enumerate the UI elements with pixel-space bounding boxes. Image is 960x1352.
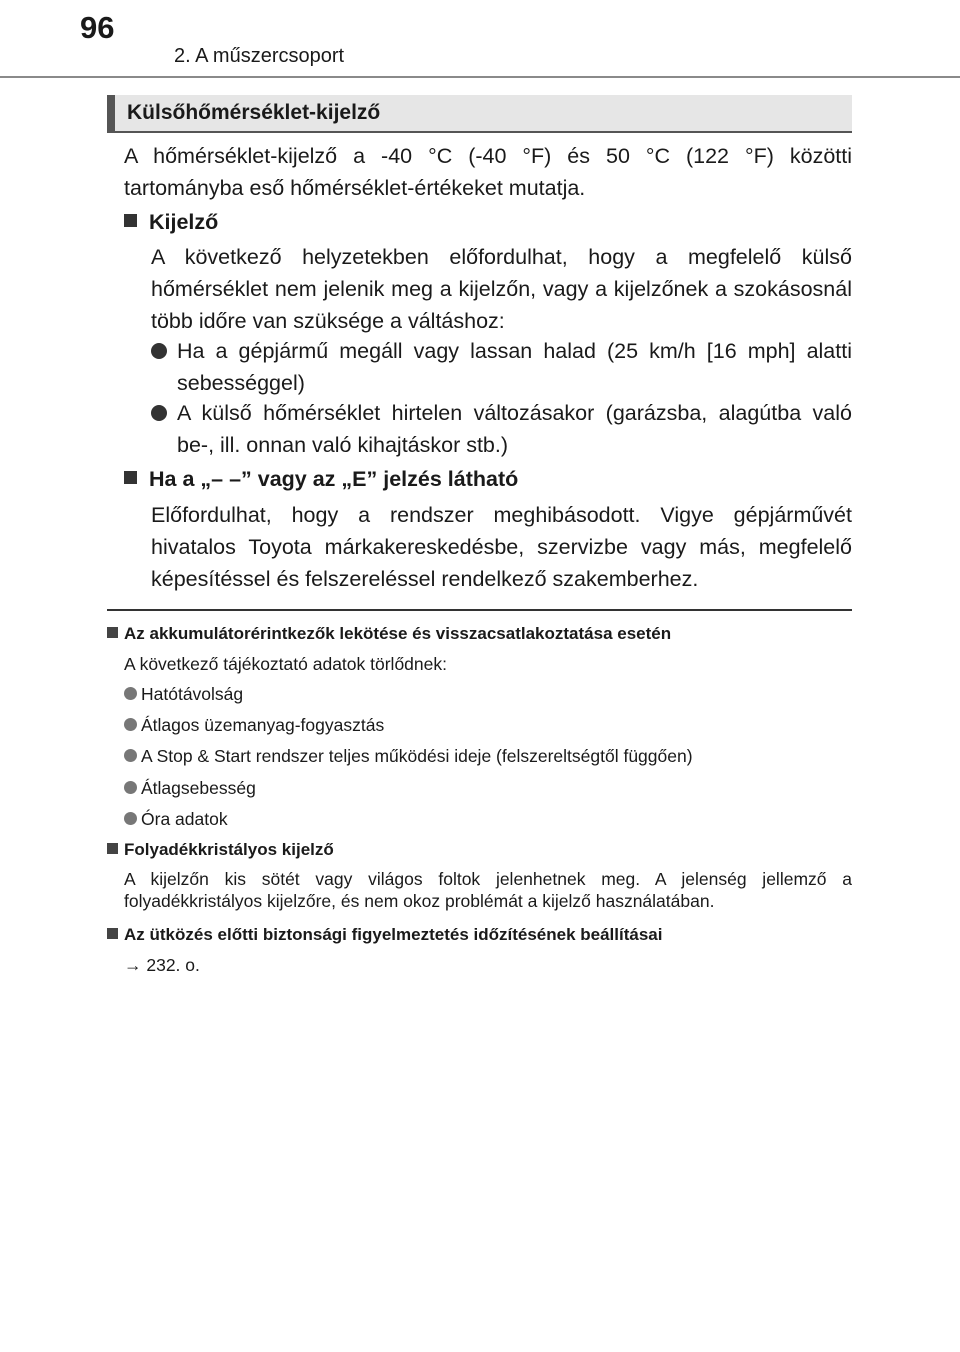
info-heading-collision [107, 924, 662, 946]
square-bullet-icon [107, 928, 118, 939]
circle-bullet-icon [124, 781, 137, 794]
info-list-item-text: Átlagos üzemanyag-fogyasztás [141, 715, 385, 735]
info-list-item-text: Hatótávolság [141, 684, 244, 704]
section-intro: A hőmérséklet-kijelző a -40 °C (-40 °F) és 50 °C (122 °F) közötti tartományba eső hőmérséklet-értékeket mutatja. [124, 144, 852, 200]
info-heading-battery [107, 623, 671, 645]
info-heading-lcd [107, 839, 334, 861]
page-reference: → 232. o. [124, 955, 200, 975]
info-list-item-text: Óra adatok [141, 809, 228, 829]
circle-bullet-icon [151, 343, 167, 359]
info-battery-text: A következő tájékoztató adatok törlődnek: [124, 654, 447, 674]
info-list-item-text: Átlagsebesség [141, 778, 256, 798]
subheading-error [124, 463, 518, 495]
info-heading-collision-label: Az ütközés előtti biztonsági figyelmeztetés időzítésének beállításai [124, 925, 663, 944]
list-item-text: Ha a gépjármű megáll vagy lassan halad (25 km/h [16 mph] alatti sebességgel) [177, 339, 852, 395]
circle-bullet-icon [124, 687, 137, 700]
page-header [0, 0, 960, 80]
square-bullet-icon [107, 627, 118, 638]
info-list-item [124, 777, 256, 799]
section-title: Külsőhőmérséklet-kijelző [127, 101, 381, 124]
chapter-title: 2. A műszercsoport [174, 45, 345, 67]
subheading-display [124, 206, 218, 238]
section-heading-bar [107, 95, 852, 131]
subheading-error-label: Ha a „– –” vagy az „E” jelzés látható [149, 467, 519, 491]
square-bullet-icon [124, 214, 137, 227]
list-item [151, 335, 852, 399]
page-number: 96 [80, 10, 115, 45]
info-divider [107, 609, 852, 611]
info-list-item [124, 745, 693, 767]
display-paragraph: A következő helyzetekben előfordulhat, hogy a megfelelő külső hőmérséklet nem jelenik meg a kijelzőn, vagy a kijelzőnek a szokásosnál több időre van szüksége a váltáshoz: [151, 245, 852, 333]
info-heading-battery-label: Az akkumulátorérintkezők lekötése és visszacsatlakoztatása esetén [124, 624, 672, 643]
square-bullet-icon [107, 843, 118, 854]
circle-bullet-icon [151, 405, 167, 421]
list-item [151, 397, 852, 461]
section-accent [107, 95, 115, 131]
info-lcd-text: A kijelzőn kis sötét vagy világos foltok jelenhetnek meg. A jelenség jellemző a folyadékkristályos kijelzőre, és nem okoz problémát a kijelző használatában. [124, 869, 852, 911]
error-paragraph: Előfordulhat, hogy a rendszer meghibásodott. Vigye gépjárművét hivatalos Toyota márkakereskedésbe, szervizbe vagy más, megfelelő képesítéssel és felszereléssel rendelkező szakemberhez. [151, 503, 852, 591]
circle-bullet-icon [124, 718, 137, 731]
subheading-display-label: Kijelző [149, 210, 219, 234]
info-list-item-text: A Stop & Start rendszer teljes működési ideje (felszereltségtől függően) [141, 746, 693, 766]
circle-bullet-icon [124, 812, 137, 825]
header-divider [0, 76, 960, 78]
info-list-item [124, 683, 243, 705]
info-list-item [124, 808, 228, 830]
list-item-text: A külső hőmérséklet hirtelen változásakor (garázsba, alagútba való be-, ill. onnan való kihajtáskor stb.) [177, 401, 852, 457]
info-list-item [124, 714, 384, 736]
info-heading-lcd-label: Folyadékkristályos kijelző [124, 840, 334, 859]
circle-bullet-icon [124, 749, 137, 762]
square-bullet-icon [124, 471, 137, 484]
section-underline [107, 131, 852, 133]
